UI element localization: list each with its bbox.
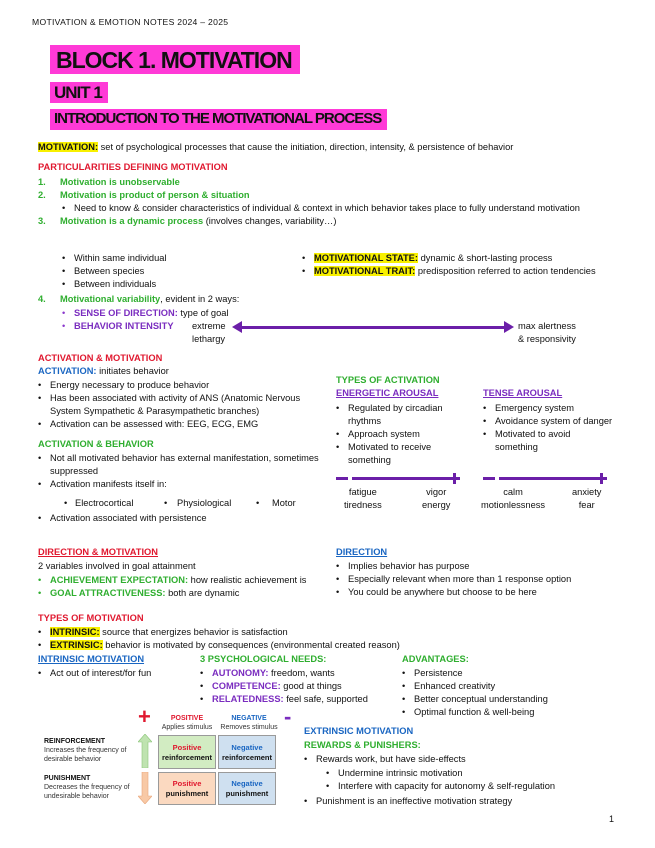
extrinsic-definition: • EXTRINSIC: behavior is motivated by consequences (environmental created reason): [38, 639, 598, 652]
list-item: • Emergency system: [483, 402, 613, 415]
negative-reinforcement-cell: Negative reinforcement: [218, 735, 276, 769]
list-item: • Motivated to avoid something: [483, 428, 613, 454]
needs-list: [200, 667, 400, 706]
list-item: • Activation associated with persistence: [38, 512, 328, 525]
extrinsic-list-2: [304, 795, 634, 808]
particularities-list: [38, 176, 638, 228]
list-item: • ACHIEVEMENT EXPECTATION: how realistic achievement is: [38, 574, 338, 587]
list-item: • Approach system: [336, 428, 466, 441]
energetic-low: fatigue tiredness: [344, 487, 382, 510]
list-item: • Motivated to receive something: [336, 441, 466, 467]
particularity-3: 3. Motivation is a dynamic process (involves changes, variability…): [38, 216, 337, 226]
page-number: 1: [609, 814, 615, 824]
list-item: • GOAL ATTRACTIVENESS: both are dynamic: [38, 587, 338, 600]
rewards-punishers-heading: REWARDS & PUNISHERS:: [304, 740, 421, 750]
list-item: • Between species: [62, 265, 262, 278]
positive-punishment-cell: Positive punishment: [158, 772, 216, 805]
advantages-list: [402, 667, 642, 719]
particularity-2-sub: • Need to know & consider characteristics of individual & context in which behavior takes place to fully understand motivation: [62, 202, 602, 215]
energetic-heading: ENERGETIC AROUSAL: [336, 388, 439, 398]
page-header: MOTIVATION & EMOTION NOTES 2024 – 2025: [32, 17, 229, 27]
intrinsic-definition: • INTRINSIC: source that energizes behavior is satisfaction: [38, 626, 598, 639]
tense-scale: [483, 473, 613, 485]
motivation-definition: [38, 141, 628, 154]
extrinsic-heading: EXTRINSIC MOTIVATION: [304, 726, 414, 736]
motivational-state: • MOTIVATIONAL STATE: dynamic & short-lasting process: [302, 252, 642, 265]
intrinsic-heading: INTRINSIC MOTIVATION: [38, 654, 145, 664]
reinforcement-row-label: REINFORCEMENT Increases the frequency of desirable behavior: [44, 738, 127, 763]
list-item: • Not all motivated behavior has external manifestation, sometimes suppressed: [38, 452, 328, 478]
activation-definition: ACTIVATION: initiates behavior: [38, 366, 169, 376]
list-item: • Within same individual: [62, 252, 262, 265]
direction-motivation-heading: DIRECTION & MOTIVATION: [38, 547, 158, 557]
behavior-intensity: • BEHAVIOR INTENSITY: [62, 320, 362, 333]
activation-behavior-heading: ACTIVATION & BEHAVIOR: [38, 439, 154, 449]
list-item: • COMPETENCE: good at things: [200, 680, 400, 693]
definition-text: set of psychological processes that cause the initiation, direction, intensity, & persistence of behavior: [98, 142, 514, 152]
activation-behavior-list: [38, 452, 328, 491]
positive-reinforcement-cell: Positive reinforcement: [158, 735, 216, 769]
list-item: • Interfere with capacity for autonomy & self-regulation: [326, 780, 636, 793]
up-arrow-icon: [138, 734, 152, 768]
negative-column-header: NEGATIVE Removes stimulus: [220, 715, 278, 731]
list-item: • Activation can be assessed with: EEG, ECG, EMG: [38, 418, 328, 431]
advantages-heading: ADVANTAGES:: [402, 654, 469, 664]
intensity-high-label: max alertness & responsivity: [518, 321, 576, 344]
list-item: • AUTONOMY: freedom, wants: [200, 667, 400, 680]
list-item: • Rewards work, but have side-effects: [304, 753, 634, 766]
list-item: • Enhanced creativity: [402, 680, 642, 693]
tense-high: anxiety fear: [572, 487, 602, 510]
block-title: BLOCK 1. MOTIVATION: [50, 45, 300, 74]
list-item: • Avoidance system of danger: [483, 415, 613, 428]
list-item: • Energy necessary to produce behavior: [38, 379, 328, 392]
list-item: • Act out of interest/for fun: [38, 667, 198, 680]
list-item: • Punishment is an ineffective motivation strategy: [304, 795, 634, 808]
punishment-row-label: PUNISHMENT Decreases the frequency of undesirable behavior: [44, 775, 130, 800]
activation-behavior-list-2: [38, 512, 328, 525]
intro-title: INTRODUCTION TO THE MOTIVATIONAL PROCESS: [50, 109, 387, 130]
extrinsic-list: [304, 753, 634, 766]
activation-list: [38, 379, 328, 431]
activation-heading: ACTIVATION & MOTIVATION: [38, 353, 163, 363]
positive-column-header: POSITIVE Applies stimulus: [161, 715, 213, 731]
tense-low: calm motionlessness: [481, 487, 546, 510]
particularity-2: 2. Motivation is product of person & situation: [38, 190, 250, 200]
direction-motivation-intro: 2 variables involved in goal attainment: [38, 561, 196, 571]
energetic-list: [336, 402, 466, 467]
unit-title: UNIT 1: [50, 82, 108, 103]
energetic-high: vigor energy: [422, 487, 451, 510]
energetic-scale: [336, 473, 466, 485]
plus-sign: +: [138, 704, 151, 729]
list-item: • Better conceptual understanding: [402, 693, 642, 706]
list-item: • Undermine intrinsic motivation: [326, 767, 636, 780]
types-motivation-heading: TYPES OF MOTIVATION: [38, 613, 144, 623]
list-item: • Optimal function & well-being: [402, 706, 642, 719]
negative-punishment-cell: Negative punishment: [218, 772, 276, 805]
list-item: • Especially relevant when more than 1 response option: [336, 573, 636, 586]
list-item: • You could be anywhere but choose to be here: [336, 586, 636, 599]
list-item: • Regulated by circadian rhythms: [336, 402, 466, 428]
intensity-low-label: extreme lethargy: [192, 321, 226, 344]
tense-list: [483, 402, 613, 454]
definition-term: MOTIVATION:: [38, 142, 99, 152]
minus-sign: -: [284, 704, 292, 729]
list-item: • Activation manifests itself in:: [38, 478, 328, 491]
direction-heading: DIRECTION: [336, 547, 388, 557]
particularities-heading: PARTICULARITIES DEFINING MOTIVATION: [38, 162, 228, 172]
motivational-trait: • MOTIVATIONAL TRAIT: predisposition referred to action tendencies: [302, 265, 642, 278]
types-motivation-list: [38, 626, 598, 652]
extrinsic-sublist: [326, 767, 636, 793]
particularity-1: 1. Motivation is unobservable: [38, 177, 180, 187]
particularity-4: 4. Motivational variability, evident in 2 ways:: [38, 294, 240, 304]
list-item: • Between individuals: [62, 278, 262, 291]
state-trait-list: [302, 252, 642, 278]
list-item: • Has been associated with activity of ANS (Anatomic Nervous System Sympathetic & Parasympathetic branches): [38, 392, 328, 418]
direction-list: [336, 560, 636, 599]
dynamic-process-list: [62, 252, 262, 291]
list-item: • Persistence: [402, 667, 642, 680]
needs-heading: 3 PSYCHOLOGICAL NEEDS:: [200, 654, 327, 664]
sense-of-direction: • SENSE OF DIRECTION: type of goal: [62, 307, 362, 320]
list-item: • Implies behavior has purpose: [336, 560, 636, 573]
types-activation-heading: TYPES OF ACTIVATION: [336, 375, 440, 385]
direction-motivation-list: [38, 574, 338, 600]
intensity-arrow: [232, 321, 514, 333]
intrinsic-list: [38, 667, 198, 680]
tense-heading: TENSE AROUSAL: [483, 388, 563, 398]
list-item: • RELATEDNESS: feel safe, supported: [200, 693, 400, 706]
down-arrow-icon: [138, 772, 152, 804]
